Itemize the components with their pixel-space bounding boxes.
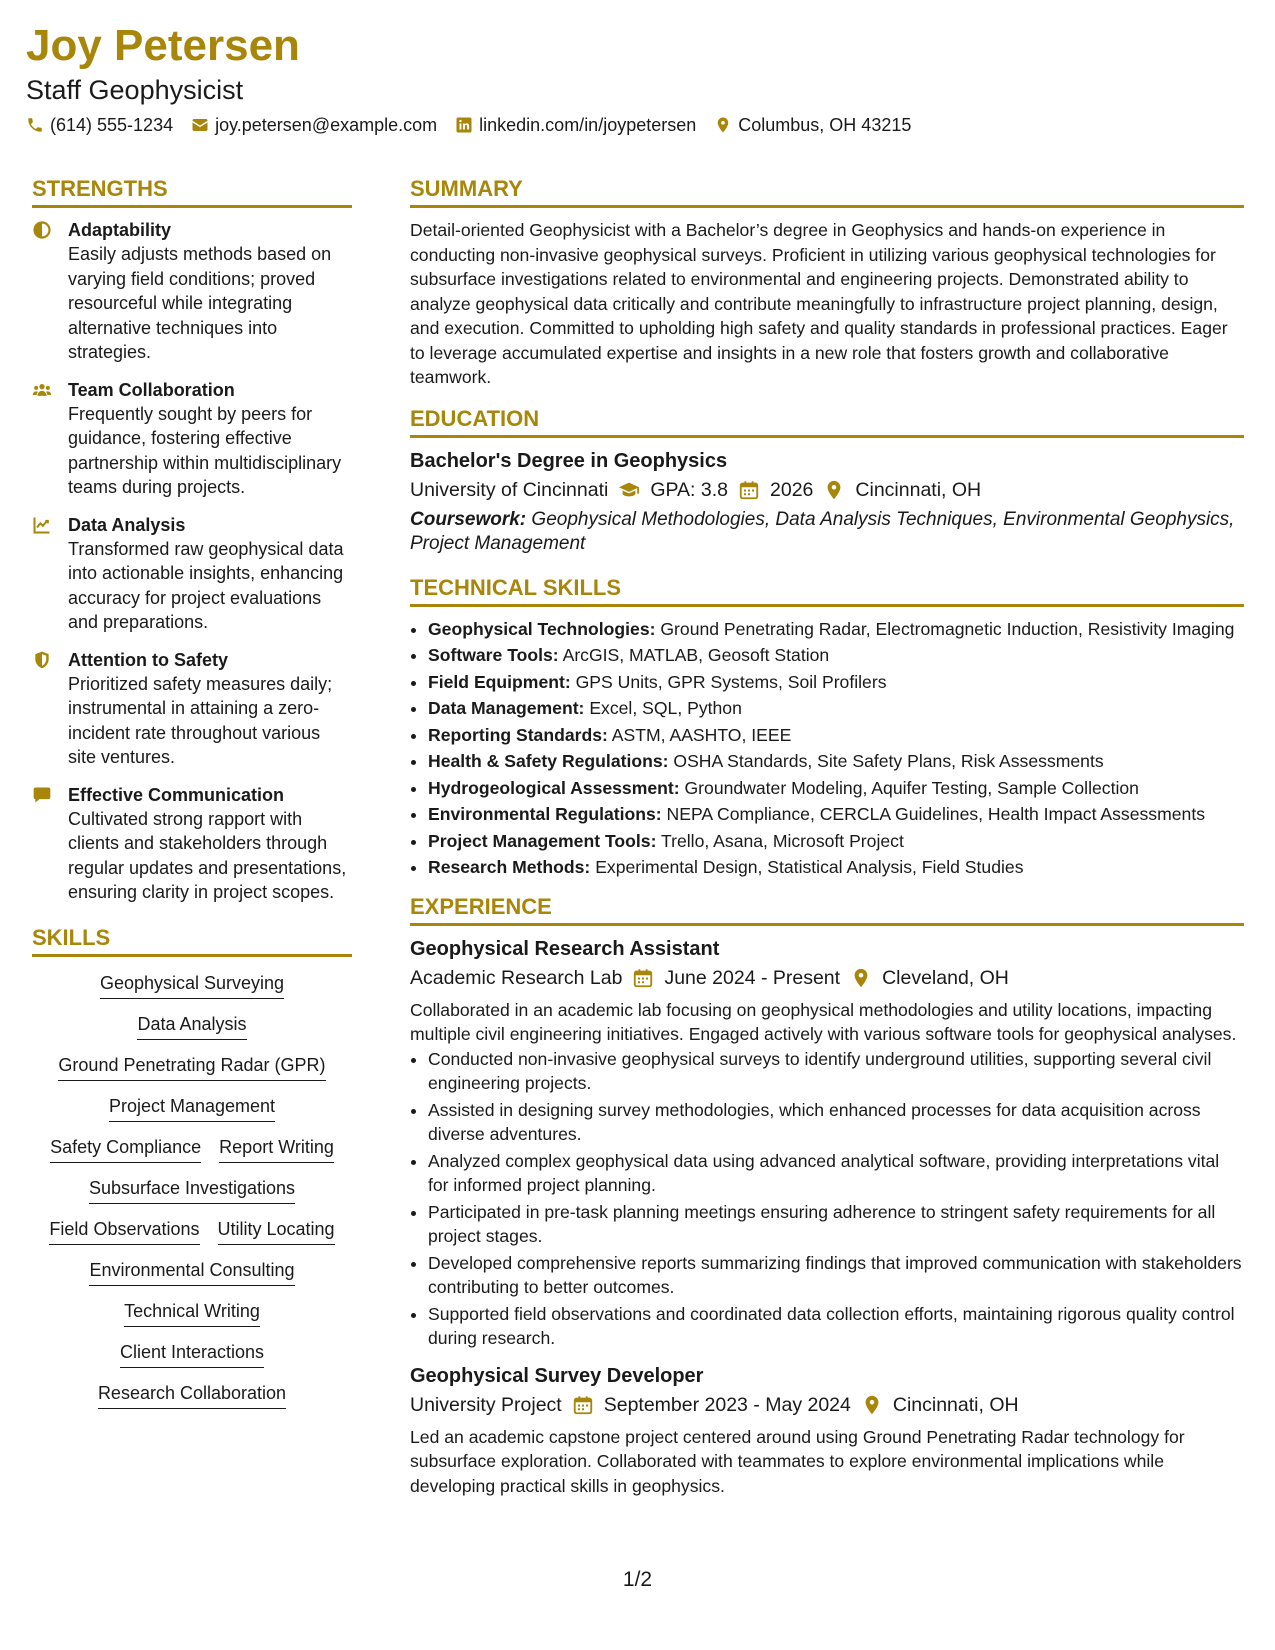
map-pin-icon: [850, 967, 872, 989]
skill-tag: Utility Locating: [218, 1217, 335, 1245]
skills-list: [32, 967, 352, 1409]
strength-description: Frequently sought by peers for guidance, fostering effective partnership within multidisciplinary teams during projects.: [68, 403, 342, 497]
technical-skill-value: Ground Penetrating Radar, Electromagnetic Induction, Resistivity Imaging: [660, 618, 1235, 639]
job-dates: June 2024 - Present: [664, 966, 841, 989]
users-icon: [32, 378, 52, 500]
job-location: Cleveland, OH: [882, 966, 1009, 989]
coursework-label: Coursework:: [410, 508, 527, 530]
technical-skills-heading: TECHNICAL SKILLS: [410, 575, 1244, 607]
skills-row: [32, 1299, 352, 1327]
technical-skill-label: Hydrogeological Assessment:: [428, 777, 680, 798]
technical-skill-label: Data Management:: [428, 698, 585, 718]
technical-skill-value: Excel, SQL, Python: [589, 698, 742, 718]
skills-heading: SKILLS: [32, 925, 352, 957]
linkedin-link[interactable]: linkedin.com/in/joypetersen: [479, 115, 697, 135]
job-entry: [410, 936, 1244, 1351]
job-bullet: • Analyzed complex geophysical data using advanced analytical software, providing interpretations vital for informed project planning.: [428, 1149, 1244, 1198]
contact-location: [714, 114, 911, 136]
job-bullet: • Developed comprehensive reports summarizing findings that improved communication with stakeholders contributing to better outcomes.: [428, 1251, 1244, 1300]
left-column: [32, 176, 352, 1409]
technical-skill-item: [428, 723, 1244, 748]
candidate-title: Staff Geophysicist: [26, 75, 244, 105]
job-title: Geophysical Survey Developer: [410, 1364, 704, 1387]
school-name: University of Cincinnati: [410, 478, 609, 501]
skills-row: [32, 1381, 352, 1409]
degree-title: Bachelor's Degree in Geophysics: [410, 449, 728, 472]
contact-phone: [26, 114, 173, 136]
technical-skill-label: Software Tools:: [428, 645, 559, 665]
technical-skill-value: Groundwater Modeling, Aquifer Testing, Sample Collection: [684, 777, 1139, 798]
technical-skill-value: ASTM, AASHTO, IEEE: [611, 724, 792, 745]
map-pin-icon: [861, 1394, 883, 1416]
half-circle-icon: [32, 218, 52, 365]
graduation-year: 2026: [770, 478, 814, 501]
strength-title: Effective Communication: [68, 784, 285, 805]
job-dates: September 2023 - May 2024: [603, 1393, 851, 1416]
skills-row: [32, 1340, 352, 1368]
skills-row: [32, 1053, 352, 1081]
technical-skill-item: [428, 617, 1244, 642]
job-bullets: [410, 1047, 1244, 1351]
strength-item: [32, 783, 352, 905]
graduation-cap-icon: [618, 479, 640, 501]
summary-text: Detail-oriented Geophysicist with a Bachelor’s degree in Geophysics and hands-on experience in conducting non-invasive geophysical surveys. Proficient in utilizing various geophysical technologies for subsurface investigations related to environmental and engineering projects. Demonstrated ability to analyze geophysical data critically and contribute meaningfully to infrastructure project planning, design, and execution. Committed to upholding high safety and quality standards in professional practices. Eager to leverage accumulated expertise and insights in a new role that fosters growth and collaborative teamwork.: [410, 220, 1228, 387]
summary-heading: SUMMARY: [410, 176, 1244, 208]
skills-row: [32, 1012, 352, 1040]
technical-skill-label: Health & Safety Regulations:: [428, 751, 669, 771]
skills-row: [32, 1094, 352, 1122]
job-bullet: • Participated in pre-task planning meetings ensuring adherence to stringent safety requirements for all project stages.: [428, 1200, 1244, 1249]
skill-tag: Data Analysis: [137, 1012, 246, 1040]
calendar-icon: [632, 967, 654, 989]
school-location: Cincinnati, OH: [855, 478, 982, 501]
map-pin-icon: [823, 479, 845, 501]
job-meta: [410, 964, 1244, 992]
phone-icon: [26, 116, 44, 134]
job-bullet: • Supported field observations and coordinated data collection efforts, maintaining rigorous quality control during research.: [428, 1302, 1244, 1351]
technical-skill-value: ArcGIS, MATLAB, Geosoft Station: [562, 645, 830, 665]
technical-skill-label: Reporting Standards:: [428, 724, 608, 745]
skill-tag: Technical Writing: [124, 1299, 260, 1327]
strengths-heading: STRENGTHS: [32, 176, 352, 208]
technical-skill-item: [428, 670, 1244, 695]
job-title: Geophysical Research Assistant: [410, 937, 720, 960]
technical-skill-item: [428, 776, 1244, 801]
shield-icon: [32, 648, 52, 770]
technical-skills-list: [410, 617, 1244, 880]
skill-tag: Safety Compliance: [50, 1135, 201, 1163]
skill-tag: Ground Penetrating Radar (GPR): [58, 1053, 325, 1081]
technical-skill-value: Trello, Asana, Microsoft Project: [661, 830, 904, 851]
technical-skill-label: Environmental Regulations:: [428, 804, 662, 824]
gpa-text: GPA: 3.8: [650, 478, 729, 501]
skill-tag: Geophysical Surveying: [100, 971, 284, 999]
calendar-icon: [738, 479, 760, 501]
skills-row: [32, 1176, 352, 1204]
job-entry: [410, 1363, 1244, 1499]
technical-skill-label: Project Management Tools:: [428, 830, 657, 851]
technical-skill-label: Field Equipment:: [428, 671, 571, 692]
skills-row: [32, 971, 352, 999]
strength-title: Adaptability: [68, 220, 172, 240]
calendar-icon: [572, 1394, 594, 1416]
coursework-text: Geophysical Methodologies, Data Analysis Techniques, Environmental Geophysics, Project Management: [410, 508, 1235, 554]
skill-tag: Project Management: [109, 1094, 275, 1122]
coursework: [410, 508, 1244, 557]
strength-title: Data Analysis: [68, 514, 186, 535]
speech-bubble-icon: [32, 783, 52, 905]
technical-skill-item: [428, 855, 1244, 880]
job-meta: [410, 1391, 1244, 1419]
skill-tag: Research Collaboration: [98, 1381, 286, 1409]
skill-tag: Subsurface Investigations: [89, 1176, 295, 1204]
technical-skill-value: OSHA Standards, Site Safety Plans, Risk Assessments: [673, 751, 1104, 771]
strength-description: Cultivated strong rapport with clients and stakeholders through regular updates and presentations, ensuring clarity in project scopes.: [68, 808, 347, 902]
contact-bar: [26, 114, 911, 136]
email-link[interactable]: joy.petersen@example.com: [215, 115, 438, 135]
education-heading: EDUCATION: [410, 406, 1244, 438]
strength-title: Team Collaboration: [68, 379, 235, 400]
strength-item: [32, 648, 352, 770]
technical-skill-label: Geophysical Technologies:: [428, 618, 656, 639]
phone-text: (614) 555-1234: [50, 115, 174, 135]
technical-skill-label: Research Methods:: [428, 857, 591, 877]
skills-row: [32, 1135, 352, 1163]
candidate-name: Joy Petersen: [26, 21, 300, 70]
envelope-icon: [191, 116, 209, 134]
strength-item: [32, 218, 352, 365]
technical-skill-value: NEPA Compliance, CERCLA Guidelines, Health Impact Assessments: [666, 804, 1206, 824]
strength-description: Prioritized safety measures daily; instrumental in attaining a zero-incident rate throughout various site ventures.: [68, 673, 333, 767]
technical-skill-item: [428, 829, 1244, 854]
job-description: Collaborated in an academic lab focusing on geophysical methodologies and utility locations, impacting multiple civil engineering initiatives. Engaged actively with various software tools for geophysical analyses.: [410, 999, 1237, 1044]
job-description: Led an academic capstone project centered around using Ground Penetrating Radar technology for subsurface exploration. Collaborated with teammates to explore environmental implications while developing practical skills in geophysics.: [410, 1426, 1185, 1496]
skills-row: [32, 1217, 352, 1245]
strength-item: [32, 378, 352, 500]
job-org: University Project: [410, 1393, 562, 1416]
page-number: 1/2: [622, 1568, 653, 1591]
contact-email[interactable]: [191, 114, 437, 136]
education-meta: [410, 476, 1244, 504]
experience-heading: EXPERIENCE: [410, 894, 1244, 926]
technical-skill-item: [428, 643, 1244, 668]
skills-row: [32, 1258, 352, 1286]
job-bullet: • Conducted non-invasive geophysical surveys to identify underground utilities, supporting several civil engineering projects.: [428, 1047, 1244, 1096]
technical-skill-item: [428, 802, 1244, 827]
strength-item: [32, 513, 352, 635]
skill-tag: Client Interactions: [120, 1340, 264, 1368]
job-bullet: • Assisted in designing survey methodologies, which enhanced processes for data acquisition across diverse adventures.: [428, 1098, 1244, 1147]
job-org: Academic Research Lab: [410, 966, 623, 989]
line-chart-icon: [32, 513, 52, 635]
strength-title: Attention to Safety: [68, 649, 228, 670]
skill-tag: Environmental Consulting: [89, 1258, 294, 1286]
job-location: Cincinnati, OH: [892, 1393, 1019, 1416]
technical-skill-item: [428, 696, 1244, 721]
strength-description: Transformed raw geophysical data into actionable insights, enhancing accuracy for project evaluations and preparations.: [68, 538, 344, 632]
technical-skill-item: [428, 749, 1244, 774]
contact-linkedin[interactable]: [455, 114, 696, 136]
strength-description: Easily adjusts methods based on varying field conditions; proved resourceful while integrating alternative techniques into strategies.: [68, 244, 332, 362]
map-pin-icon: [714, 116, 732, 134]
skill-tag: Report Writing: [219, 1135, 334, 1163]
skill-tag: Field Observations: [49, 1217, 199, 1245]
location-text: Columbus, OH 43215: [738, 115, 912, 135]
technical-skill-value: GPS Units, GPR Systems, Soil Profilers: [575, 671, 887, 692]
technical-skill-value: Experimental Design, Statistical Analysis, Field Studies: [595, 857, 1024, 877]
linkedin-icon: [455, 116, 473, 134]
right-column: [410, 176, 1244, 1498]
